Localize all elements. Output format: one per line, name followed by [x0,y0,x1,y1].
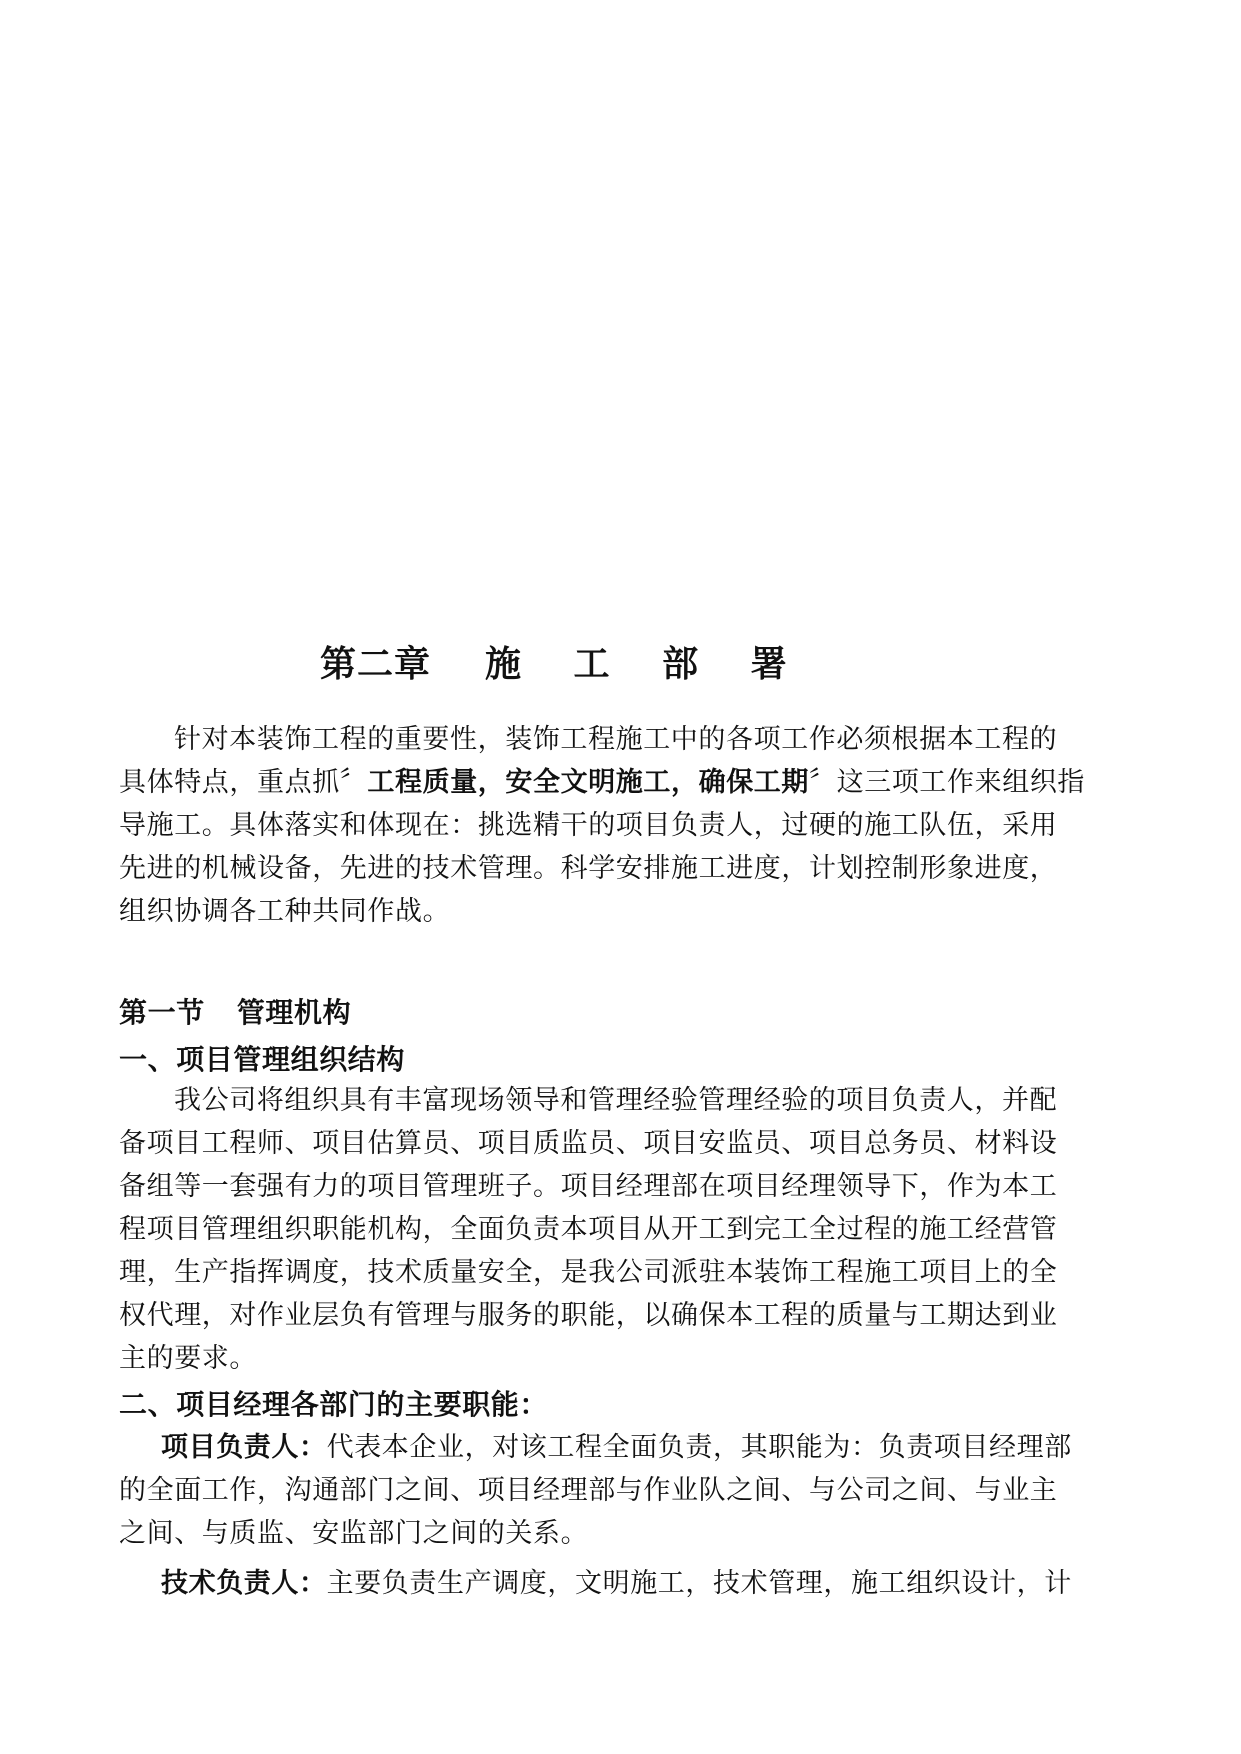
tech-label: 技术负责人： [161,1568,327,1599]
chapter-title [320,636,807,687]
section-1-title [119,991,351,1031]
intro-line-1: 针对本装饰工程的重要性，装饰工程施工中的各项工作必须根据本工程的 [174,724,1058,755]
tech-line-1-text: 主要负责生产调度，文明施工，技术管理，施工组织设计，计 [326,1568,1072,1599]
intro-line-2-post: 〞这三项工作来组织指 [809,767,1086,798]
sub1-line-4: 程项目管理组织职能机构，全面负责本项目从开工到完工全过程的施工经营管 [119,1214,1058,1245]
pm-line-3: 之间、与质监、安监部门之间的关系。 [119,1518,589,1549]
pm-line-1-text: 代表本企业，对该工程全面负责，其职能为：负责项目经理部 [326,1432,1072,1463]
chapter-title-text: 施 工 部 署 [485,643,807,685]
section-1-name: 管理机构 [236,996,352,1029]
section-1-number: 第一节 [119,996,205,1029]
intro-key-points: 工程质量，安全文明施工，确保工期 [367,767,810,798]
intro-line-3: 导施工。具体落实和体现在：挑选精干的项目负责人，过硬的施工队伍，采用 [119,810,1058,841]
chapter-number: 第二章 [320,643,432,685]
subsection-1-heading: 一、项目管理组织结构 [119,1043,406,1076]
sub1-line-2: 备项目工程师、项目估算员、项目质监员、项目安监员、项目总务员、材料设 [119,1128,1058,1159]
pm-line-1 [161,1428,1072,1468]
sub1-line-7: 主的要求。 [119,1343,257,1374]
intro-line-5: 组织协调各工种共同作战。 [119,896,451,927]
pm-line-2: 的全面工作，沟通部门之间、项目经理部与作业队之间、与公司之间、与业主 [119,1475,1058,1506]
subsection-2-heading: 二、项目经理各部门的主要职能： [119,1388,549,1421]
intro-line-2-pre: 具体特点，重点抓〞 [119,767,368,798]
sub1-line-6: 权代理，对作业层负有管理与服务的职能，以确保本工程的质量与工期达到业 [119,1300,1058,1331]
sub1-line-5: 理，生产指挥调度，技术质量安全，是我公司派驻本装饰工程施工项目上的全 [119,1257,1058,1288]
sub1-line-3: 备组等一套强有力的项目管理班子。项目经理部在项目经理领导下，作为本工 [119,1171,1058,1202]
tech-line-1 [161,1564,1072,1604]
intro-line-4: 先进的机械设备，先进的技术管理。科学安排施工进度，计划控制形象进度， [119,853,1058,884]
intro-line-2 [119,763,1085,803]
sub1-line-1: 我公司将组织具有丰富现场领导和管理经验管理经验的项目负责人，并配 [174,1085,1058,1116]
pm-label: 项目负责人： [161,1432,327,1463]
